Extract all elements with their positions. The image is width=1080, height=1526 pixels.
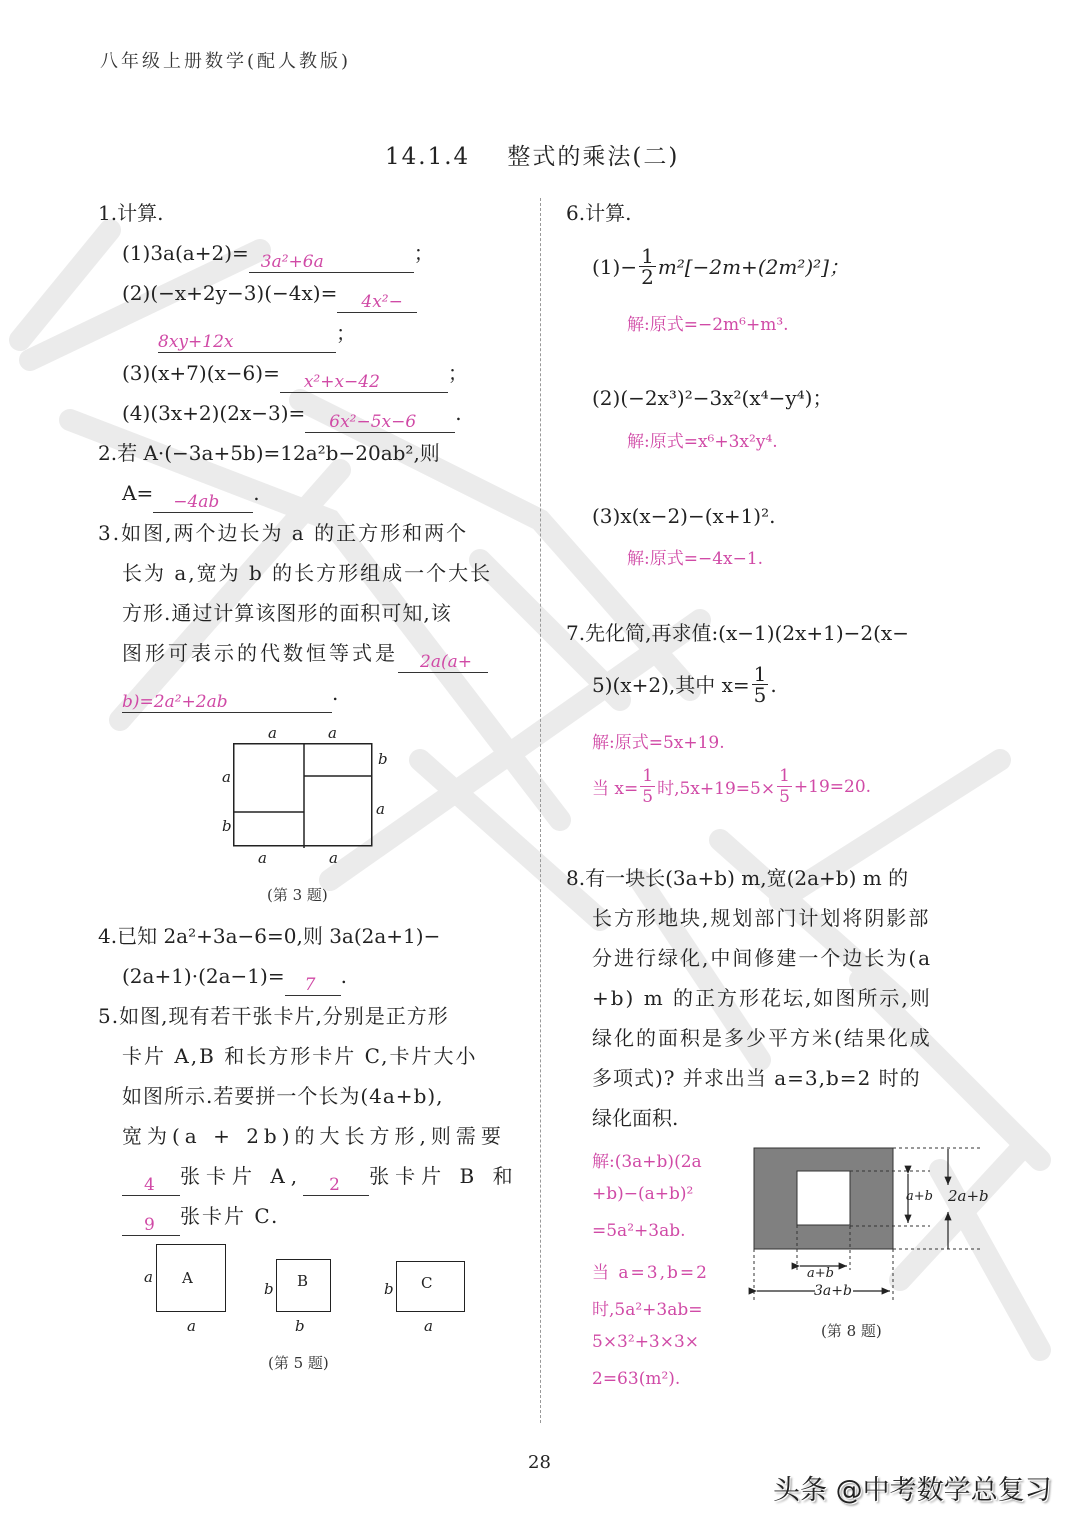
card-c: C [396, 1261, 465, 1312]
answer-blank-card-a[interactable]: 4 [122, 1170, 180, 1196]
dim-label-outer-width: 3a+b [814, 1283, 852, 1299]
answer-blank-card-b[interactable]: 2 [303, 1170, 369, 1196]
q5-line-answers: 4 张卡片 A, 2 张卡片 B 和 [122, 1156, 519, 1196]
answer-blank[interactable]: x²+x−42 [280, 367, 448, 393]
book-header: 八年级上册数学(配人教版) [100, 51, 352, 72]
q1-item-2-cont: 8xy+12x ； [158, 321, 356, 352]
figure-caption: (第 5 题) [268, 1354, 329, 1372]
q3-line: 方形.通过计算该图形的面积可知,该 [122, 601, 452, 625]
answer-blank[interactable]: 4x²− [337, 287, 417, 313]
q6-solution-3: 解:原式=−4x−1. [627, 549, 764, 569]
dim-label: a [144, 1268, 153, 1286]
q5-line: 宽为(a + 2b)的大长方形,则需要 [122, 1124, 506, 1148]
q6-item-2: (2)(−2x³)²−3x²(x⁴−y⁴)； [592, 386, 833, 410]
q5-line: 如图所示.若要拼一个长为(4a+b), [122, 1084, 444, 1108]
dim-label: a [328, 724, 337, 742]
q5-line: 5.如图,现有若干张卡片,分别是正方形 [98, 1004, 449, 1028]
q7-line-2: 5)(x+2),其中 x= $\frac{1}{5}$ . [592, 662, 777, 707]
figure-8-plot-diagram [745, 1140, 985, 1305]
figure-3-rectangles [233, 743, 383, 848]
dim-label-inner-height: a+b [906, 1189, 933, 1204]
answer-blank[interactable]: 8xy+12x [158, 327, 336, 353]
dim-label: a [258, 849, 267, 867]
figure-caption: (第 8 题) [821, 1322, 882, 1340]
q8-line: 分进行绿化,中间修建一个边长为(a [592, 946, 933, 970]
q3-line: 3.如图,两个边长为 a 的正方形和两个 [98, 521, 469, 545]
section-name: 整式的乘法(二) [507, 144, 680, 170]
q1-item-4: (4)(3x+2)(2x−3)= 6x²−5x−6 . [122, 401, 462, 432]
q5-line-answers-2: 9 张卡片 C. [122, 1196, 279, 1236]
fraction: $\frac{1}{5}$ [779, 766, 790, 807]
q6-solution-1: 解:原式=−2m⁶+m³. [627, 315, 789, 335]
dim-label: b [295, 1317, 305, 1335]
q2-line-2: A= −4ab . [122, 481, 260, 512]
column-divider [540, 198, 541, 1423]
q8-line: 多项式)? 并求出当 a=3,b=2 时的 [592, 1066, 921, 1090]
dim-label: b [222, 817, 232, 835]
q3-line: 长为 a,宽为 b 的长方形组成一个大长 [122, 561, 493, 585]
q5-line: 卡片 A,B 和长方形卡片 C,卡片大小 [122, 1044, 478, 1068]
dim-label: a [376, 800, 385, 818]
source-watermark: 头条 @中考数学总复习 [773, 1475, 1052, 1506]
dim-label-inner-width: a+b [807, 1266, 834, 1281]
q8-line: 8.有一块长(3a+b) m,宽(2a+b) m 的 [566, 866, 909, 890]
answer-blank[interactable]: 3a²+6a [249, 247, 414, 273]
q4-line-1: 4.已知 2a²+3a−6=0,则 3a(2a+1)− [98, 924, 441, 948]
q3-line: 图形可表示的代数恒等式是 2a(a+ [122, 633, 488, 673]
q8-line: 长方形地块,规划部门计划将阴影部 [592, 906, 931, 930]
q2-line-1: 2.若 A·(−3a+5b)=12a²b−20ab²,则 [98, 441, 440, 465]
q4-line-2: (2a+1)·(2a−1)= 7 . [122, 964, 347, 995]
q7-solution-2: 当 x= $\frac{1}{5}$ 时,5x+19=5× $\frac{1}{5}$ +19=20. [592, 766, 872, 807]
q7-line-1: 7.先化简,再求值:(x−1)(2x+1)−2(x− [566, 621, 909, 645]
q8-line: 绿化面积. [592, 1106, 679, 1130]
figure-caption: (第 3 题) [267, 886, 328, 904]
card-b: B [276, 1259, 331, 1312]
q1-item-3: (3)(x+7)(x−6)= x²+x−42 ； [122, 361, 468, 392]
dim-label-outer-height: 2a+b [948, 1187, 989, 1205]
q6-solution-2: 解:原式=x⁶+3x²y⁴. [627, 432, 778, 452]
card-a: A [156, 1244, 226, 1312]
q1-item-1: (1)3a(a+2)= 3a²+6a ； [122, 241, 434, 272]
answer-blank[interactable]: 7 [285, 970, 341, 996]
section-number: 14.1.4 [385, 144, 471, 170]
answer-blank[interactable]: b)=2a²+2ab [122, 687, 332, 713]
page-number: 28 [528, 1452, 551, 1473]
q8-line: +b) m 的正方形花坛,如图所示,则 [592, 986, 932, 1010]
dim-label: a [222, 768, 231, 786]
dim-label: b [264, 1280, 274, 1298]
q1-stem: 1.计算. [98, 201, 164, 225]
dim-label: a [329, 849, 338, 867]
fraction: $\frac{1}{5}$ [642, 766, 654, 807]
dim-label: a [268, 724, 277, 742]
q6-stem: 6.计算. [566, 201, 632, 225]
fraction: $\frac{1}{2}$ [641, 244, 654, 289]
q3-line-answer: b)=2a²+2ab . [122, 681, 339, 712]
dim-label: b [378, 750, 388, 768]
fraction: $\frac{1}{5}$ [753, 662, 767, 707]
q8-line: 绿化的面积是多少平方米(结果化成 [592, 1026, 932, 1050]
answer-blank-card-c[interactable]: 9 [122, 1210, 180, 1236]
q6-item-3: (3)x(x−2)−(x+1)². [592, 504, 776, 528]
q1-item-2: (2)(−x+2y−3)(−4x)= 4x²− [122, 273, 417, 313]
dim-label: a [424, 1317, 433, 1335]
q7-solution-1: 解:原式=5x+19. [592, 733, 725, 753]
section-title [385, 138, 679, 171]
answer-blank[interactable]: 6x²−5x−6 [305, 407, 455, 433]
answer-blank[interactable]: −4ab [153, 487, 253, 513]
answer-blank[interactable]: 2a(a+ [398, 647, 488, 673]
q6-item-1: (1)− $\frac{1}{2}$ m²[−2m+(2m²)²]； [592, 244, 849, 289]
dim-label: a [187, 1317, 196, 1335]
dim-label: b [384, 1280, 394, 1298]
